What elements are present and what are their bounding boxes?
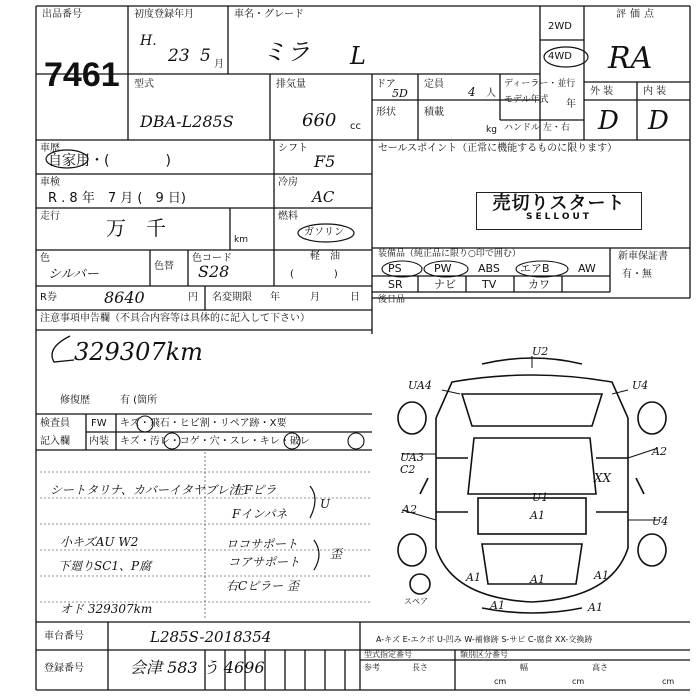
certified-label: 型式指定番号 (364, 650, 412, 659)
aircon-value: AC (312, 188, 335, 206)
hand-right-4: コアサポート (228, 555, 301, 569)
date-unit-day: 日 (350, 292, 360, 303)
diag-label-a1-center: A1 (530, 509, 545, 522)
handle-label: ハンドル 左・右 (504, 123, 570, 133)
private-circle (44, 148, 90, 170)
notes-label: 注意事項申告欄（不具合内容等は具体的に記入して下さい） (40, 313, 310, 324)
reg-month: 5 (200, 46, 211, 66)
reg-year: 23 (168, 46, 190, 66)
equip-aw: AW (578, 262, 596, 275)
notes-circles (116, 414, 376, 454)
hand-left-1: シートタリナ、カバーイタヤブレ汁 (50, 483, 241, 497)
kg-unit: kg (486, 125, 497, 135)
bracket-marks (306, 484, 336, 524)
fw-items: キズ・飛石・ヒビ割・リペア跡・X要 (120, 418, 287, 429)
cm-unit-2: cm (572, 677, 585, 686)
month-unit: 月 (214, 59, 224, 70)
warranty-label: 新車保証書 (618, 251, 668, 262)
date-unit-year: 年 (270, 292, 280, 303)
hand-marker-u: U (320, 497, 331, 511)
equip-pw: PW (434, 262, 452, 275)
hand-right-3: ロコサポート (226, 537, 299, 551)
length-label: 長さ (412, 663, 428, 672)
hand-left-2: 小キズAU W2 (60, 535, 139, 549)
color-code: S28 (198, 262, 230, 281)
sellout-en: SELLOUT (526, 212, 592, 222)
fuel-label: 燃料 (278, 211, 298, 222)
diag-label-u2: U2 (532, 345, 549, 358)
km-unit: km (234, 235, 248, 245)
dealer-label: ディーラー・並行 (504, 79, 576, 89)
hand-right-5: 右Cピラー 歪 (226, 579, 299, 593)
diag-label-a1-5: A1 (588, 601, 603, 614)
chassis-value: L285S-2018354 (150, 628, 272, 646)
hand-right-4-suffix: 歪 (330, 547, 343, 561)
fuel-gasoline: ガソリン (304, 227, 344, 238)
category-label: 類別区分番号 (460, 650, 508, 659)
diag-label-ua4: UA4 (408, 379, 432, 392)
diag-label-u1: U1 (532, 491, 549, 504)
recycle-label: R券 (40, 292, 57, 303)
exterior-label: 外 装 (590, 86, 614, 97)
type-value: 自家用・( ) (48, 153, 171, 169)
fw-label: FW (91, 418, 107, 429)
equip-airbag: エアB (520, 262, 550, 275)
exterior-grade: D (598, 106, 619, 136)
diag-label-a1-3: A1 (594, 569, 609, 582)
drive-2wd: 2WD (548, 21, 572, 32)
diag-label-xx: XX (594, 471, 612, 485)
score: RA (608, 41, 653, 76)
hand-left-4: オド 329307km (60, 602, 153, 616)
diag-label-c2: C2 (400, 463, 416, 476)
equip-tv: TV (482, 278, 497, 291)
cc-unit: cc (350, 121, 361, 132)
doors: 5D (392, 87, 408, 100)
width-label: 幅 (520, 663, 528, 672)
model-label: 型式 (134, 79, 154, 90)
shape-label: 形状 (376, 107, 396, 118)
load-label: 積載 (424, 107, 444, 118)
date-unit-month: 月 (310, 292, 320, 303)
diag-label-u4-top: U4 (632, 379, 649, 392)
sales-points-label: セールスポイント（正常に機能するものに限ります） (378, 143, 618, 154)
displacement: 660 (302, 110, 337, 131)
plate-value: 会津 583 う 4696 (130, 658, 265, 677)
spare-label: スペア (404, 597, 428, 606)
interior-note-label: 内装 (89, 436, 109, 447)
mileage-note: 329307km (74, 338, 203, 366)
interior-label: 内 装 (643, 86, 667, 97)
displacement-label: 排気量 (276, 79, 306, 90)
grade: L (350, 42, 366, 70)
equip-leather: カワ (528, 278, 550, 291)
4wd-circle (541, 45, 591, 69)
person-unit: 人 (486, 88, 496, 99)
color-value: シルバー (48, 267, 99, 282)
diag-label-ua3: UA3 (400, 451, 424, 464)
warranty-value: 有・無 (622, 269, 652, 280)
inspection-label: 車検 (40, 177, 60, 188)
drive-4wd: 4WD (548, 51, 572, 62)
equip-sr: SR (388, 278, 403, 291)
diag-label-a1-1: A1 (466, 571, 481, 584)
entry-label: 記入欄 (40, 436, 70, 447)
aircon-label: 冷房 (278, 177, 298, 188)
equip-navi: ナビ (434, 278, 456, 291)
fuel-paren: ( ) (290, 269, 338, 280)
car-name: ミラ (262, 38, 310, 66)
repair-value: 有 (箇所 (120, 395, 158, 406)
chassis-label: 車台番号 (44, 631, 84, 642)
capacity: 4 (468, 85, 476, 99)
model: DBA-L285S (140, 112, 234, 131)
recycle-value: 8640 (104, 288, 145, 307)
ref-label: 参考 (364, 663, 380, 672)
equip-abs: ABS (478, 262, 500, 275)
hand-right-1: 左Fピラ (232, 483, 277, 497)
mileage-label: 走行 (40, 211, 60, 222)
inspector-label: 検査員 (40, 418, 70, 429)
note-arrow (40, 330, 80, 370)
sellout-stamp (476, 192, 642, 230)
equipment-circles (380, 259, 580, 279)
shift-label: シフト (278, 143, 308, 154)
color-change-label: 色替 (154, 261, 174, 272)
interior-items: キズ・汚レ・コゲ・穴・スレ・キレ・破レ (120, 436, 310, 447)
shift-value: F5 (314, 152, 336, 171)
gasoline-circle (296, 222, 356, 244)
diag-label-a1-4: A1 (490, 599, 505, 612)
era-h: H. (140, 33, 157, 49)
damage-legend: A-キズ E-エクボ U-凹み W-補修跡 S-サビ C-腐食 XX-交換跡 (376, 635, 593, 644)
cm-unit-1: cm (494, 677, 507, 686)
score-label: 評価点 (616, 9, 658, 20)
car-grade-label: 車名・グレード (234, 9, 304, 20)
plate-label: 登録番号 (44, 663, 84, 674)
doors-label: ドア (376, 79, 396, 90)
color-code-label: 色コード (192, 253, 232, 264)
type-label: 車歴 (40, 143, 60, 154)
inspection-value: R . 8 年 7 月 ( 9 日) (48, 191, 186, 206)
cm-unit-3: cm (662, 677, 675, 686)
color-label: 色 (40, 253, 50, 264)
diag-label-u4-right: U4 (652, 515, 669, 528)
height-label: 高さ (592, 663, 608, 672)
capacity-label: 定員 (424, 79, 444, 90)
lot-label: 出品番号 (42, 9, 82, 20)
sellout-jp: 売切りスタート (492, 193, 626, 214)
diag-label-a1-2: A1 (530, 573, 545, 586)
interior-grade: D (648, 106, 669, 136)
name-change-label: 名変期限 (212, 292, 252, 303)
diag-label-a2-left: A2 (402, 503, 417, 516)
yen-unit: 円 (188, 292, 198, 303)
aftermarket-label: 後日品 (378, 295, 406, 305)
bracket-marks-2 (312, 538, 332, 574)
hand-right-2: Fインパネ (232, 507, 288, 521)
first-reg-label: 初度登録年月 (134, 9, 194, 20)
model-year-label: モデル年式 (504, 95, 549, 105)
year-unit: 年 (566, 99, 576, 110)
mileage-value: 万 千 (106, 216, 166, 240)
fuel-light-oil: 軽 油 (310, 251, 340, 262)
repair-label: 修復歴 (60, 395, 90, 406)
diag-label-a2-right: A2 (652, 445, 667, 458)
hand-left-3: 下廻りSC1、P腐 (58, 559, 152, 573)
equipment-label: 装備品（純正品に限り○印で囲む） (378, 249, 521, 259)
lot-number: 7461 (44, 56, 120, 94)
equip-ps: PS (388, 262, 402, 275)
